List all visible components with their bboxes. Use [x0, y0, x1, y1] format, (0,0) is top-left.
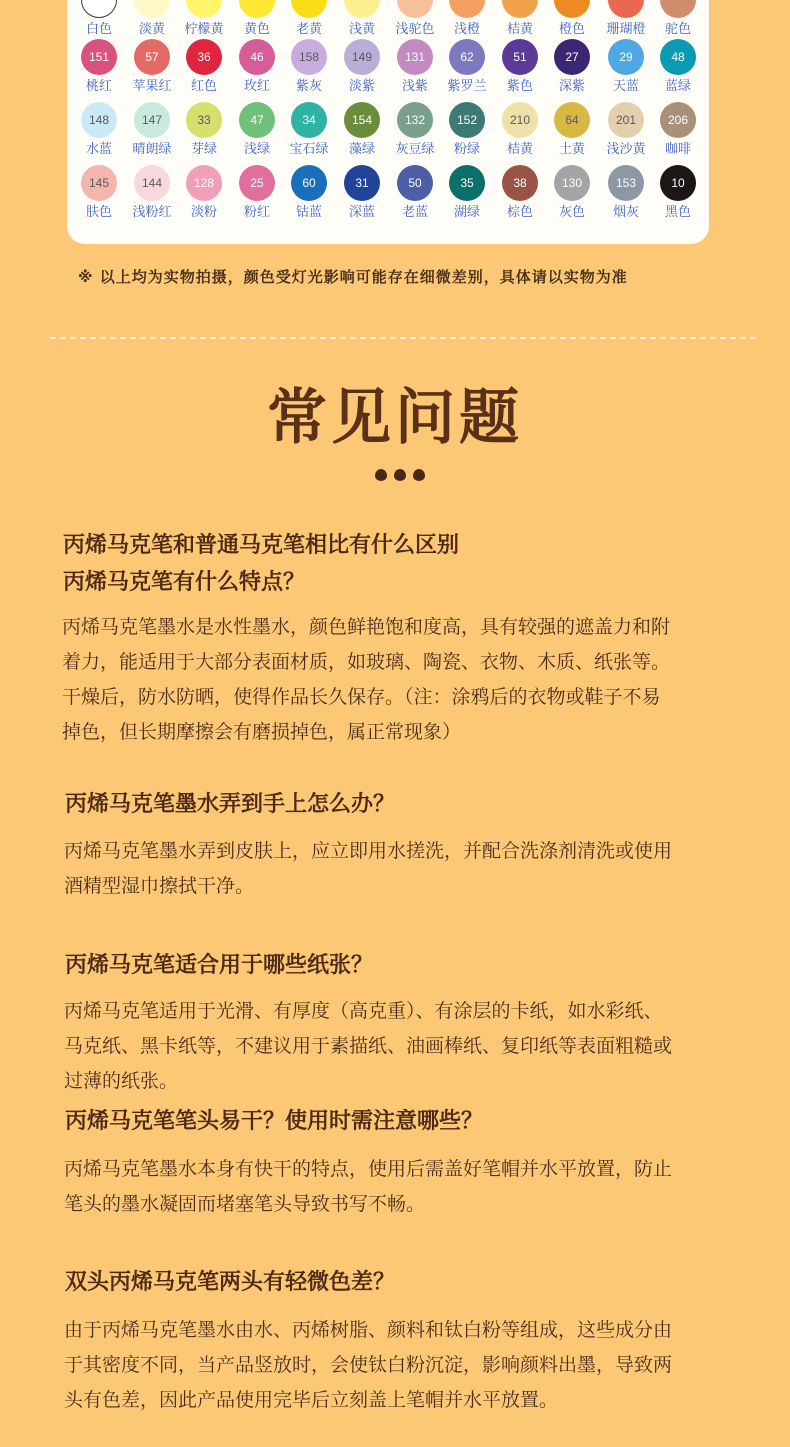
faq-title: 常见问题 [267, 383, 523, 453]
swatch-circle: 47 [239, 102, 275, 138]
swatch-label: 老黄 [295, 22, 322, 37]
swatch-label: 深紫 [558, 79, 585, 94]
dashed-divider [50, 337, 756, 339]
swatch-circle: 48 [660, 39, 696, 75]
swatch-circle: 60 [291, 165, 327, 201]
faq-question: 丙烯马克笔笔头易干？使用时需注意哪些？ [65, 1109, 484, 1134]
swatch-label: 浅沙黄 [606, 142, 646, 157]
swatch-circle: 57 [134, 39, 170, 75]
swatch-label: 红色 [190, 79, 217, 94]
swatch-circle: 29 [608, 39, 644, 75]
swatch-circle: 132 [397, 102, 433, 138]
decorative-dots [375, 469, 425, 483]
swatch-circle: 25 [239, 165, 275, 201]
swatch-circle [291, 0, 327, 18]
swatch-circle: 158 [291, 39, 327, 75]
swatch-circle: 36 [186, 39, 222, 75]
faq-answer [64, 994, 740, 1099]
swatch-circle: 152 [449, 102, 485, 138]
answer-line: 干燥后，防水防晒，使得作品长久保存。（注：涂鸦后的衣物或鞋子不易 [62, 686, 661, 708]
faq-question: 丙烯马克笔和普通马克笔相比有什么区别 [63, 533, 460, 558]
swatch-label: 粉红 [243, 205, 270, 220]
swatch-label: 紫灰 [295, 79, 322, 94]
swatch-label: 浅橙 [453, 22, 480, 37]
swatch-circle: 33 [186, 102, 222, 138]
faq-question: 双头丙烯马克笔两头有轻微色差？ [65, 1270, 396, 1295]
swatch-circle: 151 [81, 39, 117, 75]
answer-line: 掉色，但长期摩擦会有磨损掉色，属正常现象） [62, 721, 462, 743]
swatch-label: 浅绿 [243, 142, 270, 157]
swatch-circle: 38 [502, 165, 538, 201]
swatch-circle: 148 [81, 102, 117, 138]
answer-line: 酒精型湿巾擦拭干净。 [64, 875, 255, 897]
swatch-label: 桔黄 [506, 142, 533, 157]
swatch-label: 肤色 [85, 205, 112, 220]
swatch-circle: 64 [554, 102, 590, 138]
swatch-circle: 62 [449, 39, 485, 75]
answer-line: 马克纸、黑卡纸等，不建议用于素描纸、油画棒纸、复印纸等表面粗糙或 [64, 1035, 673, 1057]
swatch-circle: 50 [397, 165, 433, 201]
swatch-circle: 147 [134, 102, 170, 138]
faq-question: 丙烯马克笔适合用于哪些纸张？ [65, 953, 374, 978]
swatch-circle: 145 [81, 165, 117, 201]
swatch-label: 天蓝 [612, 79, 639, 94]
faq-answer [64, 1313, 740, 1418]
swatch-label: 芽绿 [190, 142, 217, 157]
answer-line: 过薄的纸张。 [64, 1070, 179, 1092]
swatch-label: 橙色 [558, 22, 585, 37]
faq-answer [64, 834, 740, 904]
swatch-circle [134, 0, 170, 18]
swatch-circle [554, 0, 590, 18]
swatch-label: 棕色 [506, 205, 533, 220]
answer-line: 丙烯马克笔墨水本身有快干的特点，使用后需盖好笔帽并水平放置，防止 [64, 1158, 673, 1180]
dot-icon [394, 469, 406, 483]
swatch-circle [660, 0, 696, 18]
swatch-label: 淡黄 [138, 22, 165, 37]
answer-line: 由于丙烯马克笔墨水由水、丙烯树脂、颜料和钛白粉等组成，这些成分由 [64, 1319, 673, 1341]
swatch-label: 藻绿 [348, 142, 375, 157]
swatch-label: 黄色 [243, 22, 270, 37]
color-swatch [659, 165, 697, 220]
swatch-label: 钴蓝 [295, 205, 322, 220]
swatch-label: 烟灰 [612, 205, 639, 220]
faq-answer [64, 1152, 740, 1222]
swatch-label: 紫色 [506, 79, 533, 94]
photo-note: ※ 以上均为实物拍摄，颜色受灯光影响可能存在细微差别，具体请以实物为准 [78, 268, 628, 286]
swatch-circle [449, 0, 485, 18]
swatch-circle: 46 [239, 39, 275, 75]
swatch-label: 苹果红 [132, 79, 172, 94]
swatch-circle: 31 [344, 165, 380, 201]
swatch-label: 粉绿 [453, 142, 480, 157]
swatch-label: 桃红 [85, 79, 112, 94]
swatch-circle: 131 [397, 39, 433, 75]
swatch-circle [608, 0, 644, 18]
swatch-circle: 10 [660, 165, 696, 201]
swatch-circle: 154 [344, 102, 380, 138]
swatch-circle [502, 0, 538, 18]
swatch-circle: 201 [608, 102, 644, 138]
swatch-circle [81, 0, 117, 18]
color-swatch [659, 102, 697, 157]
swatch-label: 驼色 [664, 22, 691, 37]
answer-line: 着力，能适用于大部分表面材质，如玻璃、陶瓷、衣物、木质、纸张等。 [62, 651, 671, 673]
swatch-label: 咖啡 [664, 142, 691, 157]
swatch-label: 浅黄 [348, 22, 375, 37]
swatch-label: 柠檬黄 [184, 22, 224, 37]
swatch-label: 淡紫 [348, 79, 375, 94]
faq-question: 丙烯马克笔墨水弄到手上怎么办？ [65, 792, 396, 817]
swatch-circle: 206 [660, 102, 696, 138]
swatch-label: 桔黄 [506, 22, 533, 37]
swatch-circle: 35 [449, 165, 485, 201]
swatch-label: 深蓝 [348, 205, 375, 220]
swatch-label: 浅紫 [401, 79, 428, 94]
color-swatch [659, 0, 697, 37]
color-swatch [659, 39, 697, 94]
answer-line: 丙烯马克笔适用于光滑、有厚度（高克重）、有涂层的卡纸，如水彩纸、 [64, 1000, 663, 1022]
swatch-label: 玫红 [243, 79, 270, 94]
swatch-circle [186, 0, 222, 18]
swatch-circle: 144 [134, 165, 170, 201]
swatch-label: 灰色 [558, 205, 585, 220]
swatch-circle [344, 0, 380, 18]
swatch-label: 蓝绿 [664, 79, 691, 94]
faq-answer [62, 610, 738, 750]
swatch-label: 湖绿 [453, 205, 480, 220]
swatch-circle: 34 [291, 102, 327, 138]
swatch-label: 珊瑚橙 [606, 22, 646, 37]
answer-line: 丙烯马克笔墨水是水性墨水，颜色鲜艳饱和度高，具有较强的遮盖力和附 [62, 616, 671, 638]
swatch-circle: 210 [502, 102, 538, 138]
swatch-label: 紫罗兰 [447, 79, 487, 94]
swatch-circle: 153 [608, 165, 644, 201]
swatch-label: 白色 [85, 22, 112, 37]
answer-line: 于其密度不同，当产品竖放时，会使钛白粉沉淀，影响颜料出墨，导致两 [64, 1354, 673, 1376]
swatch-label: 宝石绿 [289, 142, 329, 157]
dot-icon [375, 469, 387, 483]
swatch-circle: 130 [554, 165, 590, 201]
answer-line: 丙烯马克笔墨水弄到皮肤上，应立即用水搓洗，并配合洗涤剂清洗或使用 [64, 840, 673, 862]
swatch-label: 土黄 [558, 142, 585, 157]
swatch-circle [239, 0, 275, 18]
swatch-label: 淡粉 [190, 205, 217, 220]
swatch-circle: 149 [344, 39, 380, 75]
swatch-circle: 51 [502, 39, 538, 75]
swatch-circle: 128 [186, 165, 222, 201]
answer-line: 笔头的墨水凝固而堵塞笔头导致书写不畅。 [64, 1193, 426, 1215]
swatch-label: 黑色 [664, 205, 691, 220]
swatch-label: 灰豆绿 [395, 142, 435, 157]
swatch-label: 浅驼色 [395, 22, 435, 37]
swatch-circle: 27 [554, 39, 590, 75]
swatch-label: 浅粉红 [132, 205, 172, 220]
faq-question: 丙烯马克笔有什么特点？ [63, 570, 306, 595]
swatch-circle [397, 0, 433, 18]
color-chart-card [67, 0, 709, 244]
swatch-label: 老蓝 [401, 205, 428, 220]
swatch-label: 晴朗绿 [132, 142, 172, 157]
dot-icon [413, 469, 425, 483]
swatch-label: 水蓝 [85, 142, 112, 157]
answer-line: 头有色差，因此产品使用完毕后立刻盖上笔帽并水平放置。 [64, 1389, 559, 1411]
